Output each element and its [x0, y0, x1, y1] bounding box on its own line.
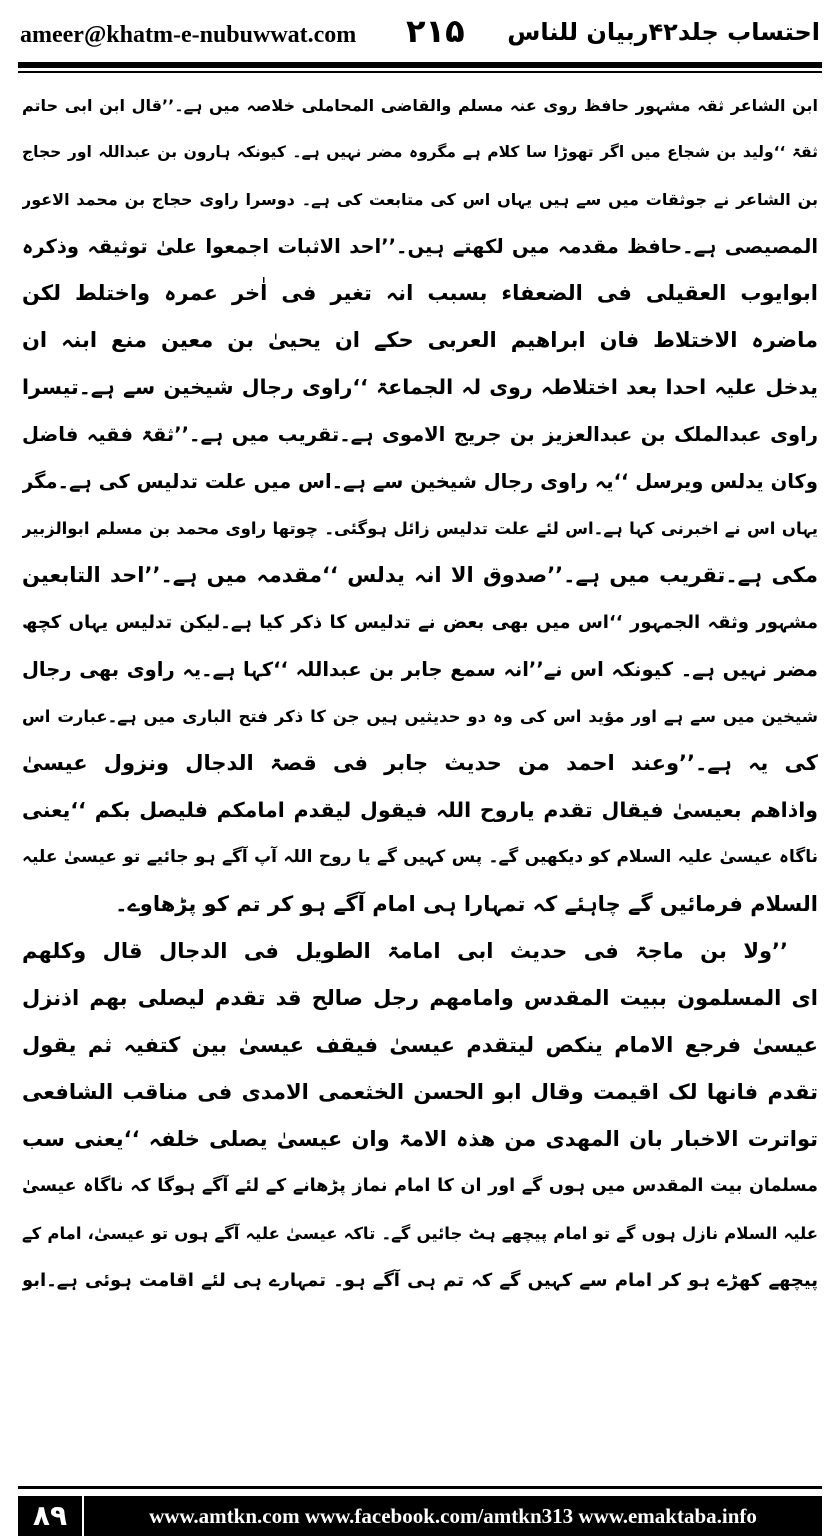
- text-line: ماضرہ الاختلاط فان ابراھیم العربی حکے ان یحییٰ بن معین منع ابنہ ان: [22, 328, 818, 352]
- text-line: شیخین میں سے ہے اور مؤید اس کی وہ دو حدیثیں ہیں جن کا ذکر فتح الباری میں ہے۔عبارت اس: [22, 707, 818, 726]
- text-line: ناگاہ عیسیٰ علیہ السلام کو دیکھیں گے۔ پس کہیں گے یا روح اللہ آپ آگے ہو جائیے تو عیسیٰ علیہ: [22, 847, 818, 867]
- text-line: مسلمان بیت المقدس میں ہوں گے اور ان کا امام نماز پڑھانے کے لئے آگے ہوگا کہ ناگاہ عیسیٰ: [22, 1176, 818, 1196]
- header-rule-thick: [18, 62, 822, 68]
- text-line: تقدم فانھا لک اقیمت وقال ابو الحسن الخثعمی الامدی فی مناقب الشافعی: [22, 1080, 818, 1104]
- footer-links: www.amtkn.com www.facebook.com/amtkn313 www.emaktaba.info: [84, 1496, 822, 1536]
- text-line: تواترت الاخبار بان المھدی من ھذہ الامۃ وان عیسیٰ یصلی خلفہ ‘‘یعنی سب: [22, 1127, 818, 1151]
- text-line: مکی ہے۔تقریب میں ہے۔’’صدوق الا انہ یدلس ‘‘مقدمہ میں ہے۔’’احد التابعین: [22, 563, 818, 587]
- text-line: ای المسلمون ببیت المقدس وامامھم رجل صالح قد تقدم لیصلی بھم اذنزل: [22, 986, 818, 1010]
- text-line: السلام فرمائیں گے چاہئے کہ تمہارا ہی امام آگے ہو کر تم کو پڑھاوے۔: [115, 892, 818, 916]
- text-line: ابوایوب العقیلی فی الضعفاء بسبب انہ تغیر فی اٰخر عمرہ واختلط لکن: [22, 281, 818, 305]
- text-line: راوی عبدالملک بن عبدالعزیز بن جریج الاموی ہے۔تقریب میں ہے۔’’ثقۃ فقیہ فاضل: [22, 423, 818, 446]
- text-line: علیہ السلام نازل ہوں گے تو امام پیچھے ہٹ جائیں گے۔ تاکہ عیسیٰ علیہ آگے ہوں تو عیسیٰ، امام کے: [22, 1224, 818, 1243]
- text-line: کی یہ ہے۔’’وعند احمد من حدیث جابر فی قصۃ الدجال ونزول عیسیٰ: [22, 751, 818, 775]
- text-line: ’’ولا بن ماجۃ فی حدیث ابی امامۃ الطویل فی الدجال قال وکلھم: [22, 939, 788, 963]
- text-line: بن الشاعر نے جوثقات میں سے ہیں یہاں اس کی متابعت کی ہے۔ دوسرا راوی حجاج بن محمد الاعور: [22, 190, 818, 209]
- footer-rule: [18, 1486, 822, 1489]
- text-line: مشہور وثقہ الجمہور ‘‘اس میں بھی بعض نے تدلیس کا ذکر کیا ہے۔لیکن تدلیس یہاں کچھ: [22, 612, 818, 633]
- footer-page-box: ۸۹: [18, 1496, 82, 1536]
- page-header: [18, 8, 822, 58]
- text-line: یہاں اس نے اخبرنی کہا ہے۔اس لئے علت تدلیس زائل ہوگئی۔ چوتھا راوی محمد بن مسلم ابوالزبیر: [22, 519, 818, 538]
- text-line: واذاھم بعیسیٰ فیقال تقدم یاروح اللہ فیقول لیقدم امامکم فلیصل بکم ‘‘یعنی: [22, 798, 818, 822]
- text-line: ابن الشاعر ثقہ مشہور حافظ روی عنہ مسلم والقاضی المحاملی خلاصہ میں ہے۔’’قال ابن ابی حاتم: [22, 96, 818, 115]
- page-number: ۲۱۵: [406, 12, 465, 50]
- page-body: [22, 82, 818, 1304]
- text-line: مضر نہیں ہے۔ کیونکہ اس نے’’انہ سمع جابر بن عبداللہ ‘‘کہا ہے۔یہ راوی بھی رجال: [22, 658, 818, 681]
- header-email: ameer@khatm-e-nubuwwat.com: [20, 22, 357, 48]
- text-line: پیچھے کھڑے ہو کر امام سے کہیں گے کہ تم ہی آگے ہو۔ تمہارے ہی لئے اقامت ہوئی ہے۔ابو: [22, 1270, 818, 1291]
- text-line: وکان یدلس ویرسل ‘‘یہ راوی رجال شیخین سے ہے۔اس میں علت تدلیس کی ہے۔مگر: [22, 470, 818, 493]
- text-line: المصیصی ہے۔حافظ مقدمہ میں لکھتے ہیں۔’’احد الاثبات اجمعوا علیٰ توثیقہ وذکرہ: [22, 235, 818, 258]
- text-line: یدخل علیہ احدا بعد اختلاطہ روی لہ الجماعۃ ‘‘راوی رجال شیخین سے ہے۔تیسرا: [22, 375, 818, 399]
- text-line: عیسیٰ فرجع الامام ینکص لیتقدم عیسیٰ فیقف عیسیٰ بین کتفیہ ثم یقول: [22, 1033, 818, 1057]
- text-line: ثقۃ ‘‘ولید بن شجاع میں اگر تھوڑا سا کلام ہے مگروہ مضر نہیں ہے۔ کیونکہ ہارون بن عبداللہ اور حجاج: [22, 143, 818, 161]
- book-title: احتساب جلد۴۲ربیان للناس: [507, 18, 820, 46]
- header-rule-thin: [18, 71, 822, 73]
